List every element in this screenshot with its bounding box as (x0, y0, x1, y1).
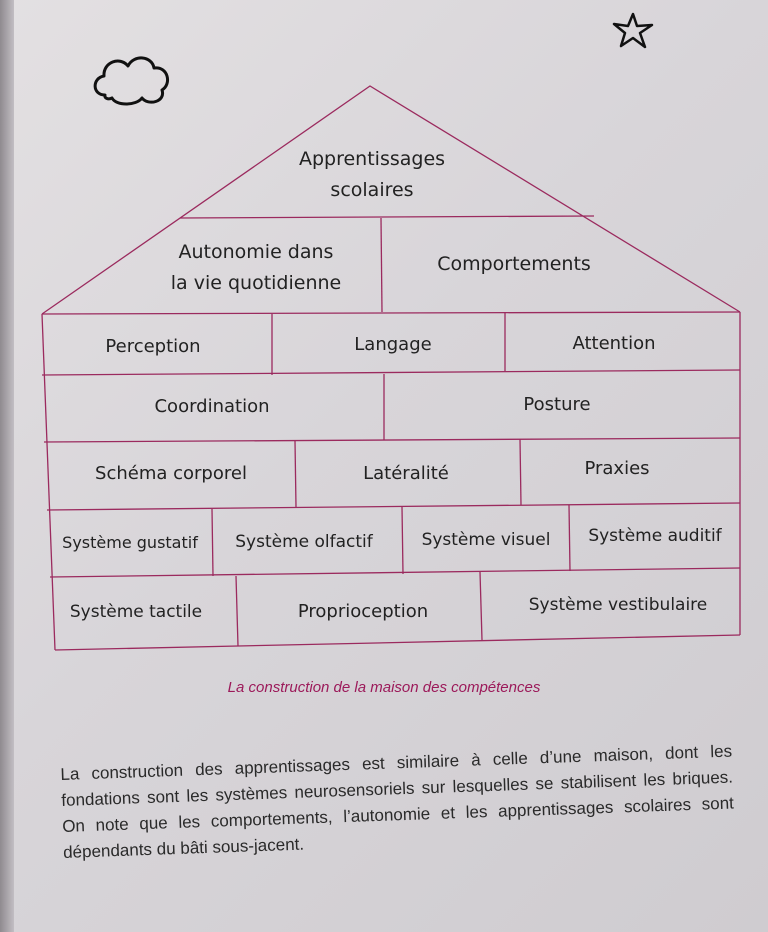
brick-systeme-visuel: Système visuel (421, 530, 551, 550)
row-boundary (55, 635, 740, 650)
brick-divider (569, 505, 570, 571)
brick-systeme-tactile: Système tactile (69, 602, 203, 622)
brick-langage: Langage (354, 334, 432, 355)
brick-divider (480, 572, 482, 640)
brick-divider (402, 507, 403, 574)
brick-attention: Attention (572, 333, 656, 354)
cloud-icon (95, 58, 167, 104)
brick-divider (295, 441, 296, 507)
roof-divider (180, 216, 594, 218)
brick-systeme-olfactif: Système olfactif (235, 532, 373, 552)
roof-right-label: Comportements (437, 253, 591, 275)
left-wall (42, 314, 55, 650)
row-boundary (50, 568, 740, 577)
brick-systeme-auditif: Système auditif (588, 526, 722, 546)
brick-praxies: Praxies (584, 458, 650, 479)
brick-perception: Perception (105, 336, 201, 357)
brick-coordination: Coordination (154, 396, 270, 417)
brick-schema-corporel: Schéma corporel (95, 463, 247, 484)
roof-left-label-line2: la vie quotidienne (170, 272, 342, 294)
row-boundary (44, 438, 740, 442)
row-boundary (42, 312, 740, 314)
brick-systeme-gustatif: Système gustatif (62, 533, 198, 552)
brick-posture: Posture (523, 394, 591, 415)
roof-left-label-line1: Autonomie dans (178, 241, 334, 263)
brick-proprioception: Proprioception (297, 601, 429, 622)
roof-top-label-line1: Apprentissages (298, 148, 446, 170)
brick-divider (212, 509, 213, 576)
brick-systeme-vestibulaire: Système vestibulaire (528, 595, 708, 615)
brick-divider (520, 439, 521, 505)
row-boundary (42, 370, 740, 375)
roof-vertical-divider (381, 218, 382, 312)
roof-top-label-line2: scolaires (330, 179, 414, 201)
body-paragraph: La construction des apprentissages est similaire à celle d’une maison, dont les fondations sont les systèmes neurosensoriels sur lesquelles se stabilisent les briques. On note que les comportements, l’autonomie et les apprentissages scolaires sont dépendants du bâti sous-jacent. (60, 741, 735, 862)
figure-caption: La construction de la maison des compétences (227, 679, 541, 696)
row-boundary (47, 503, 740, 510)
brick-divider (236, 576, 238, 646)
brick-lateralite: Latéralité (363, 463, 449, 484)
star-icon (614, 14, 652, 47)
